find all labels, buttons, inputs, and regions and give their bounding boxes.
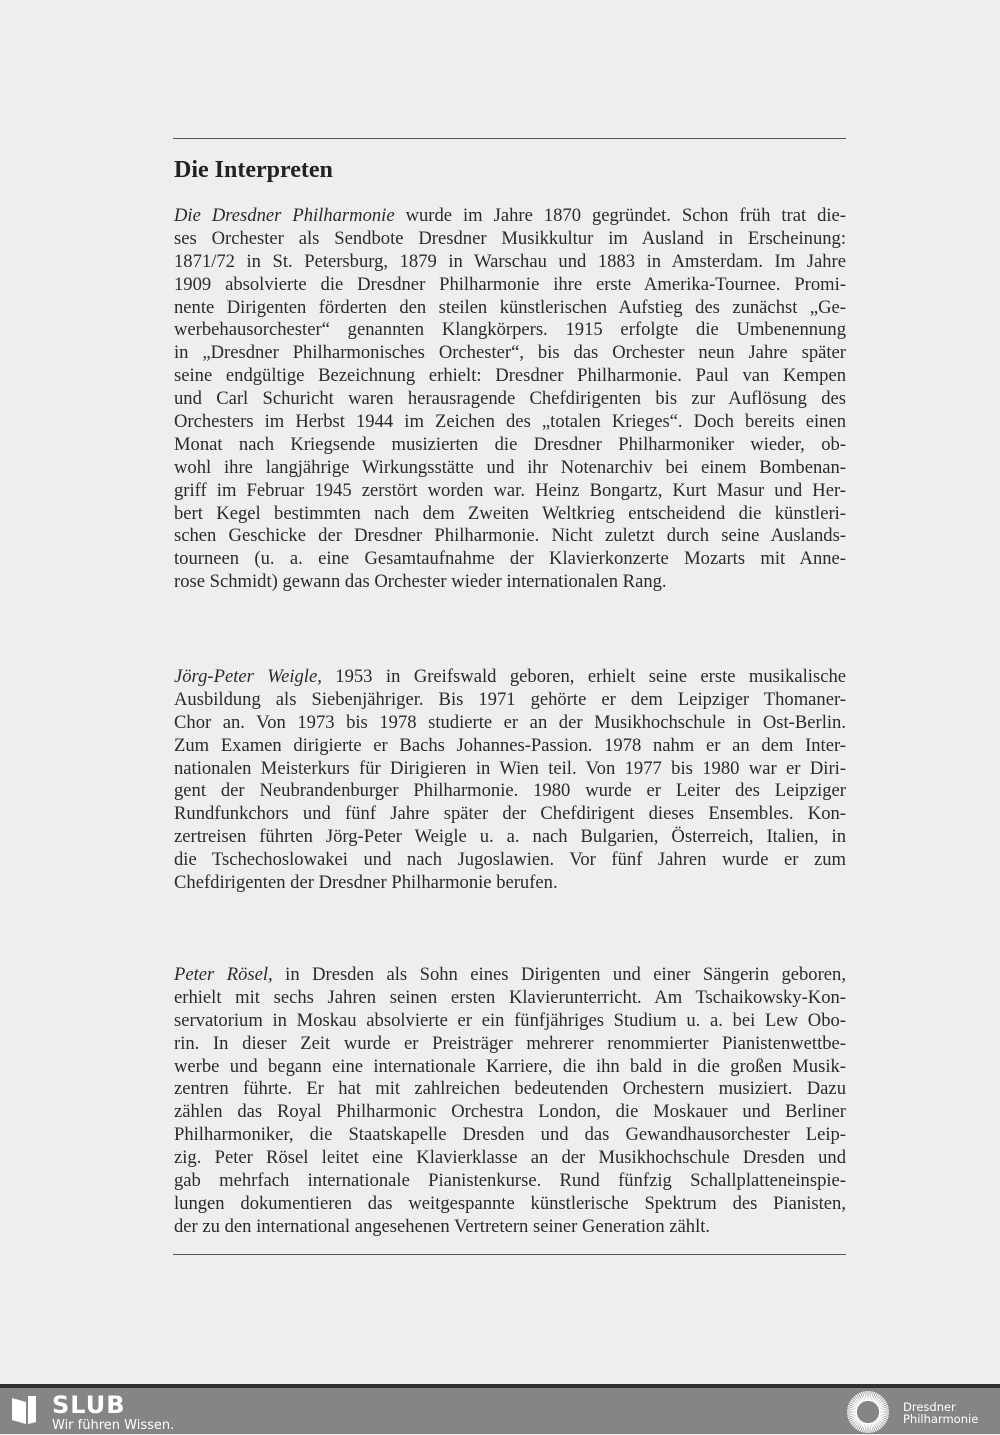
line-text: wurde im Jahre 1870 gegründet. Schon früh trat die-	[394, 205, 846, 226]
text-line: bert Kegel bestimmten nach dem Zweiten Weltkrieg entscheidend die künstleri-	[174, 502, 846, 524]
text-line: nationalen Meisterkurs für Dirigieren in Wien teil. Von 1977 bis 1980 war er Diri-	[174, 757, 846, 779]
text-line: Monat nach Kriegsende musizierten die Dresdner Philharmoniker wieder, ob-	[174, 433, 846, 455]
text-line: zertreisen führten Jörg-Peter Weigle u. a. nach Bulgarien, Österreich, Italien, in	[174, 826, 846, 848]
text-line: und Carl Schuricht waren herausragende Chefdirigenten bis zur Auflösung des	[174, 388, 846, 410]
paragraph-weigle	[174, 666, 846, 895]
text-line: wohl ihre langjährige Wirkungsstätte und ihr Notenarchiv bei einem Bombenan-	[174, 456, 846, 478]
text-line: servatorium in Moskau absolvierte er ein fünfjähriges Studium u. a. bei Lew Obo-	[174, 1009, 846, 1031]
text-line: schen Geschicke der Dresdner Philharmonie. Nicht zuletzt durch seine Auslands-	[174, 525, 846, 547]
text-line: werbe und begann eine internationale Karriere, die ihn bald in die großen Musik-	[174, 1055, 846, 1077]
text-line: Orchesters im Herbst 1944 im Zeichen des „totalen Krieges“. Doch bereits einen	[174, 411, 846, 433]
text-line: in „Dresdner Philharmonisches Orchester“, bis das Orchester neun Jahre später	[174, 342, 846, 364]
text-line	[174, 205, 846, 228]
slub-tagline: Wir führen Wissen.	[52, 1418, 175, 1433]
text-line: lungen dokumentieren das weitgespannte künstlerische Spektrum des Pianisten,	[174, 1192, 846, 1214]
dresdner-philharmonie-logo-icon	[842, 1389, 894, 1435]
text-line: der zu den international angesehenen Vertretern seiner Generation zählt.	[174, 1215, 711, 1237]
line-text: 1953 in Greifswald geboren, erhielt seine erste musikalische	[321, 666, 847, 687]
text-line: Ausbildung als Siebenjähriger. Bis 1971 gehörte er dem Leipziger Thomaner-	[174, 688, 846, 710]
text-line: Chor an. Von 1973 bis 1978 studierte er an der Musikhochschule in Ost-Berlin.	[174, 711, 846, 733]
text-line: rose Schmidt) gewann das Orchester wieder internationalen Rang.	[174, 571, 667, 593]
footer-bar	[0, 1384, 1000, 1434]
page-title: Die Interpreten	[174, 157, 333, 183]
text-line: Chefdirigenten der Dresdner Philharmonie berufen.	[174, 872, 558, 894]
text-line: die Tschechoslowakei und nach Jugoslawien. Vor fünf Jahren wurde er zum	[174, 849, 846, 871]
paragraph-roesel	[174, 964, 846, 1239]
text-line: gab mehrfach internationale Pianistenkurse. Rund fünfzig Schallplatteneinspie-	[174, 1170, 846, 1192]
slub-book-icon	[10, 1394, 40, 1426]
text-line: rin. In dieser Zeit wurde er Preisträger mehrerer renommierter Pianistenwettbe-	[174, 1032, 846, 1054]
text-line: werbehausorchester“ genannten Klangkörpers. 1915 erfolgte die Umbenennung	[174, 319, 846, 341]
text-line: griff im Februar 1945 zerstört worden war. Heinz Bongartz, Kurt Masur und Her-	[174, 479, 846, 501]
text-line: gent der Neubrandenburger Philharmonie. 1980 wurde er Leiter des Leipziger	[174, 780, 846, 802]
paragraph-orchestra	[174, 205, 846, 594]
text-line: tourneen (u. a. eine Gesamtaufnahme der Klavierkonzerte Mozarts mit Anne-	[174, 548, 846, 570]
text-line: seine endgültige Bezeichnung erhielt: Dresdner Philharmonie. Paul van Kempen	[174, 365, 846, 387]
text-line: 1871/72 in St. Petersburg, 1879 in Warschau und 1883 in Amsterdam. Im Jahre	[174, 250, 846, 272]
text-line: ses Orchester als Sendbote Dresdner Musikkultur im Ausland in Erscheinung:	[174, 227, 846, 249]
dresdner-philharmonie-logo-text[interactable]	[903, 1401, 978, 1425]
top-rule	[173, 138, 846, 139]
dp-line2: Philharmonie	[903, 1412, 979, 1426]
line-text: in Dresden als Sohn eines Dirigenten und einer Sängerin geboren,	[272, 964, 846, 985]
italic-lead: Die Dresdner Philharmonie	[174, 205, 395, 226]
text-line: 1909 absolvierte die Dresdner Philharmonie ihre erste Amerika-Tournee. Promi-	[174, 273, 846, 295]
text-line	[174, 666, 846, 689]
slub-logo-text[interactable]: SLUB	[52, 1391, 126, 1419]
bottom-rule	[173, 1254, 846, 1255]
text-line: nente Dirigenten förderten den steilen künstlerischen Aufstieg des zunächst „Ge-	[174, 296, 846, 318]
text-line	[174, 964, 846, 987]
italic-lead: Jörg-Peter Weigle,	[174, 666, 322, 687]
italic-lead: Peter Rösel,	[174, 964, 273, 985]
text-line: Philharmoniker, die Staatskapelle Dresden und das Gewandhausorchester Leip-	[174, 1124, 846, 1146]
text-line: zig. Peter Rösel leitet eine Klavierklasse an der Musikhochschule Dresden und	[174, 1147, 846, 1169]
text-line: zentren führte. Er hat mit zahlreichen bedeutenden Orchestern musiziert. Dazu	[174, 1078, 846, 1100]
text-line: Rundfunkchors und fünf Jahre später der Chefdirigent dieses Ensembles. Kon-	[174, 803, 846, 825]
text-line: erhielt mit sechs Jahren seinen ersten Klavierunterricht. Am Tschaikowsky-Kon-	[174, 986, 846, 1008]
text-line: Zum Examen dirigierte er Bachs Johannes-Passion. 1978 nahm er an dem Inter-	[174, 734, 846, 756]
text-line: zählen das Royal Philharmonic Orchestra London, die Moskauer und Berliner	[174, 1101, 846, 1123]
dp-line1: Dresdner	[903, 1400, 956, 1414]
